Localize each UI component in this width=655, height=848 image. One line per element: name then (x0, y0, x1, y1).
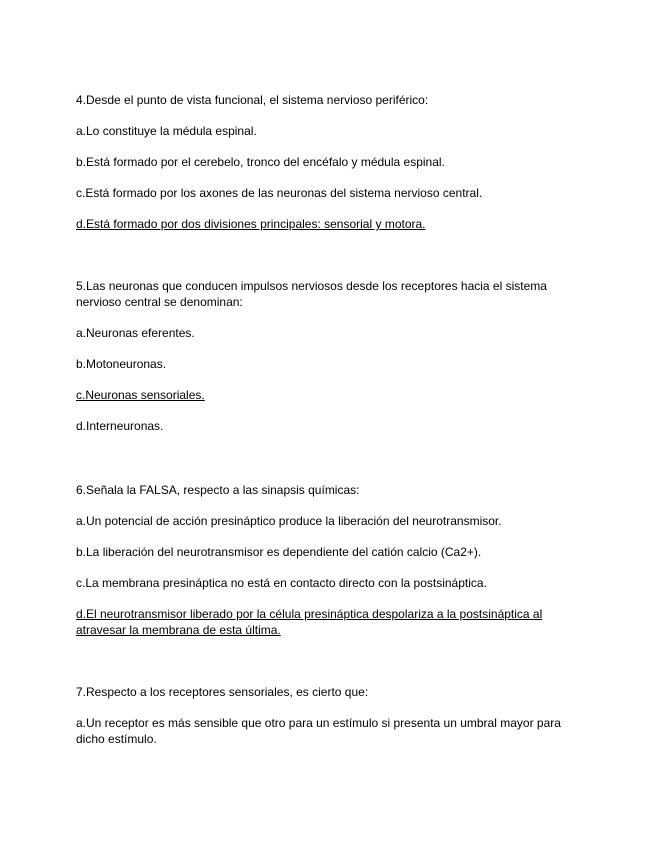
question-5-stem: 5.Las neuronas que conducen impulsos nerviosos desde los receptores hacia el sistema nervioso central se denominan: (76, 279, 547, 309)
question-4 (76, 92, 566, 232)
question-7 (76, 684, 566, 747)
question-4-stem: 4.Desde el punto de vista funcional, el sistema nervioso periférico: (76, 93, 429, 107)
question-5-option-d: d.Interneuronas. (76, 419, 164, 433)
question-6 (76, 482, 566, 638)
question-6-option-d-correct: d.El neurotransmisor liberado por la célula presináptica despolariza a la postsináptica al atravesar la membrana de esta última. (76, 607, 543, 637)
question-7-stem: 7.Respecto a los receptores sensoriales, es cierto que: (76, 685, 369, 699)
question-6-option-b: b.La liberación del neurotransmisor es dependiente del catión calcio (Ca2+). (76, 545, 482, 559)
question-4-option-d-correct: d.Está formado por dos divisiones principales: sensorial y motora. (76, 217, 426, 231)
question-4-option-a: a.Lo constituye la médula espinal. (76, 124, 257, 138)
question-6-option-c: c.La membrana presináptica no está en contacto directo con la postsináptica. (76, 576, 487, 590)
question-4-option-b: b.Está formado por el cerebelo, tronco del encéfalo y médula espinal. (76, 155, 445, 169)
question-5 (76, 278, 566, 434)
question-5-option-b: b.Motoneuronas. (76, 357, 167, 371)
question-6-option-a: a.Un potencial de acción presináptico produce la liberación del neurotransmisor. (76, 514, 502, 528)
question-7-option-a: a.Un receptor es más sensible que otro para un estímulo si presenta un umbral mayor para dicho estímulo. (76, 716, 561, 746)
question-6-stem: 6.Señala la FALSA, respecto a las sinapsis químicas: (76, 483, 360, 497)
question-4-option-c: c.Está formado por los axones de las neuronas del sistema nervioso central. (76, 186, 483, 200)
question-5-option-a: a.Neuronas eferentes. (76, 326, 195, 340)
question-5-option-c-correct: c.Neuronas sensoriales. (76, 388, 205, 402)
